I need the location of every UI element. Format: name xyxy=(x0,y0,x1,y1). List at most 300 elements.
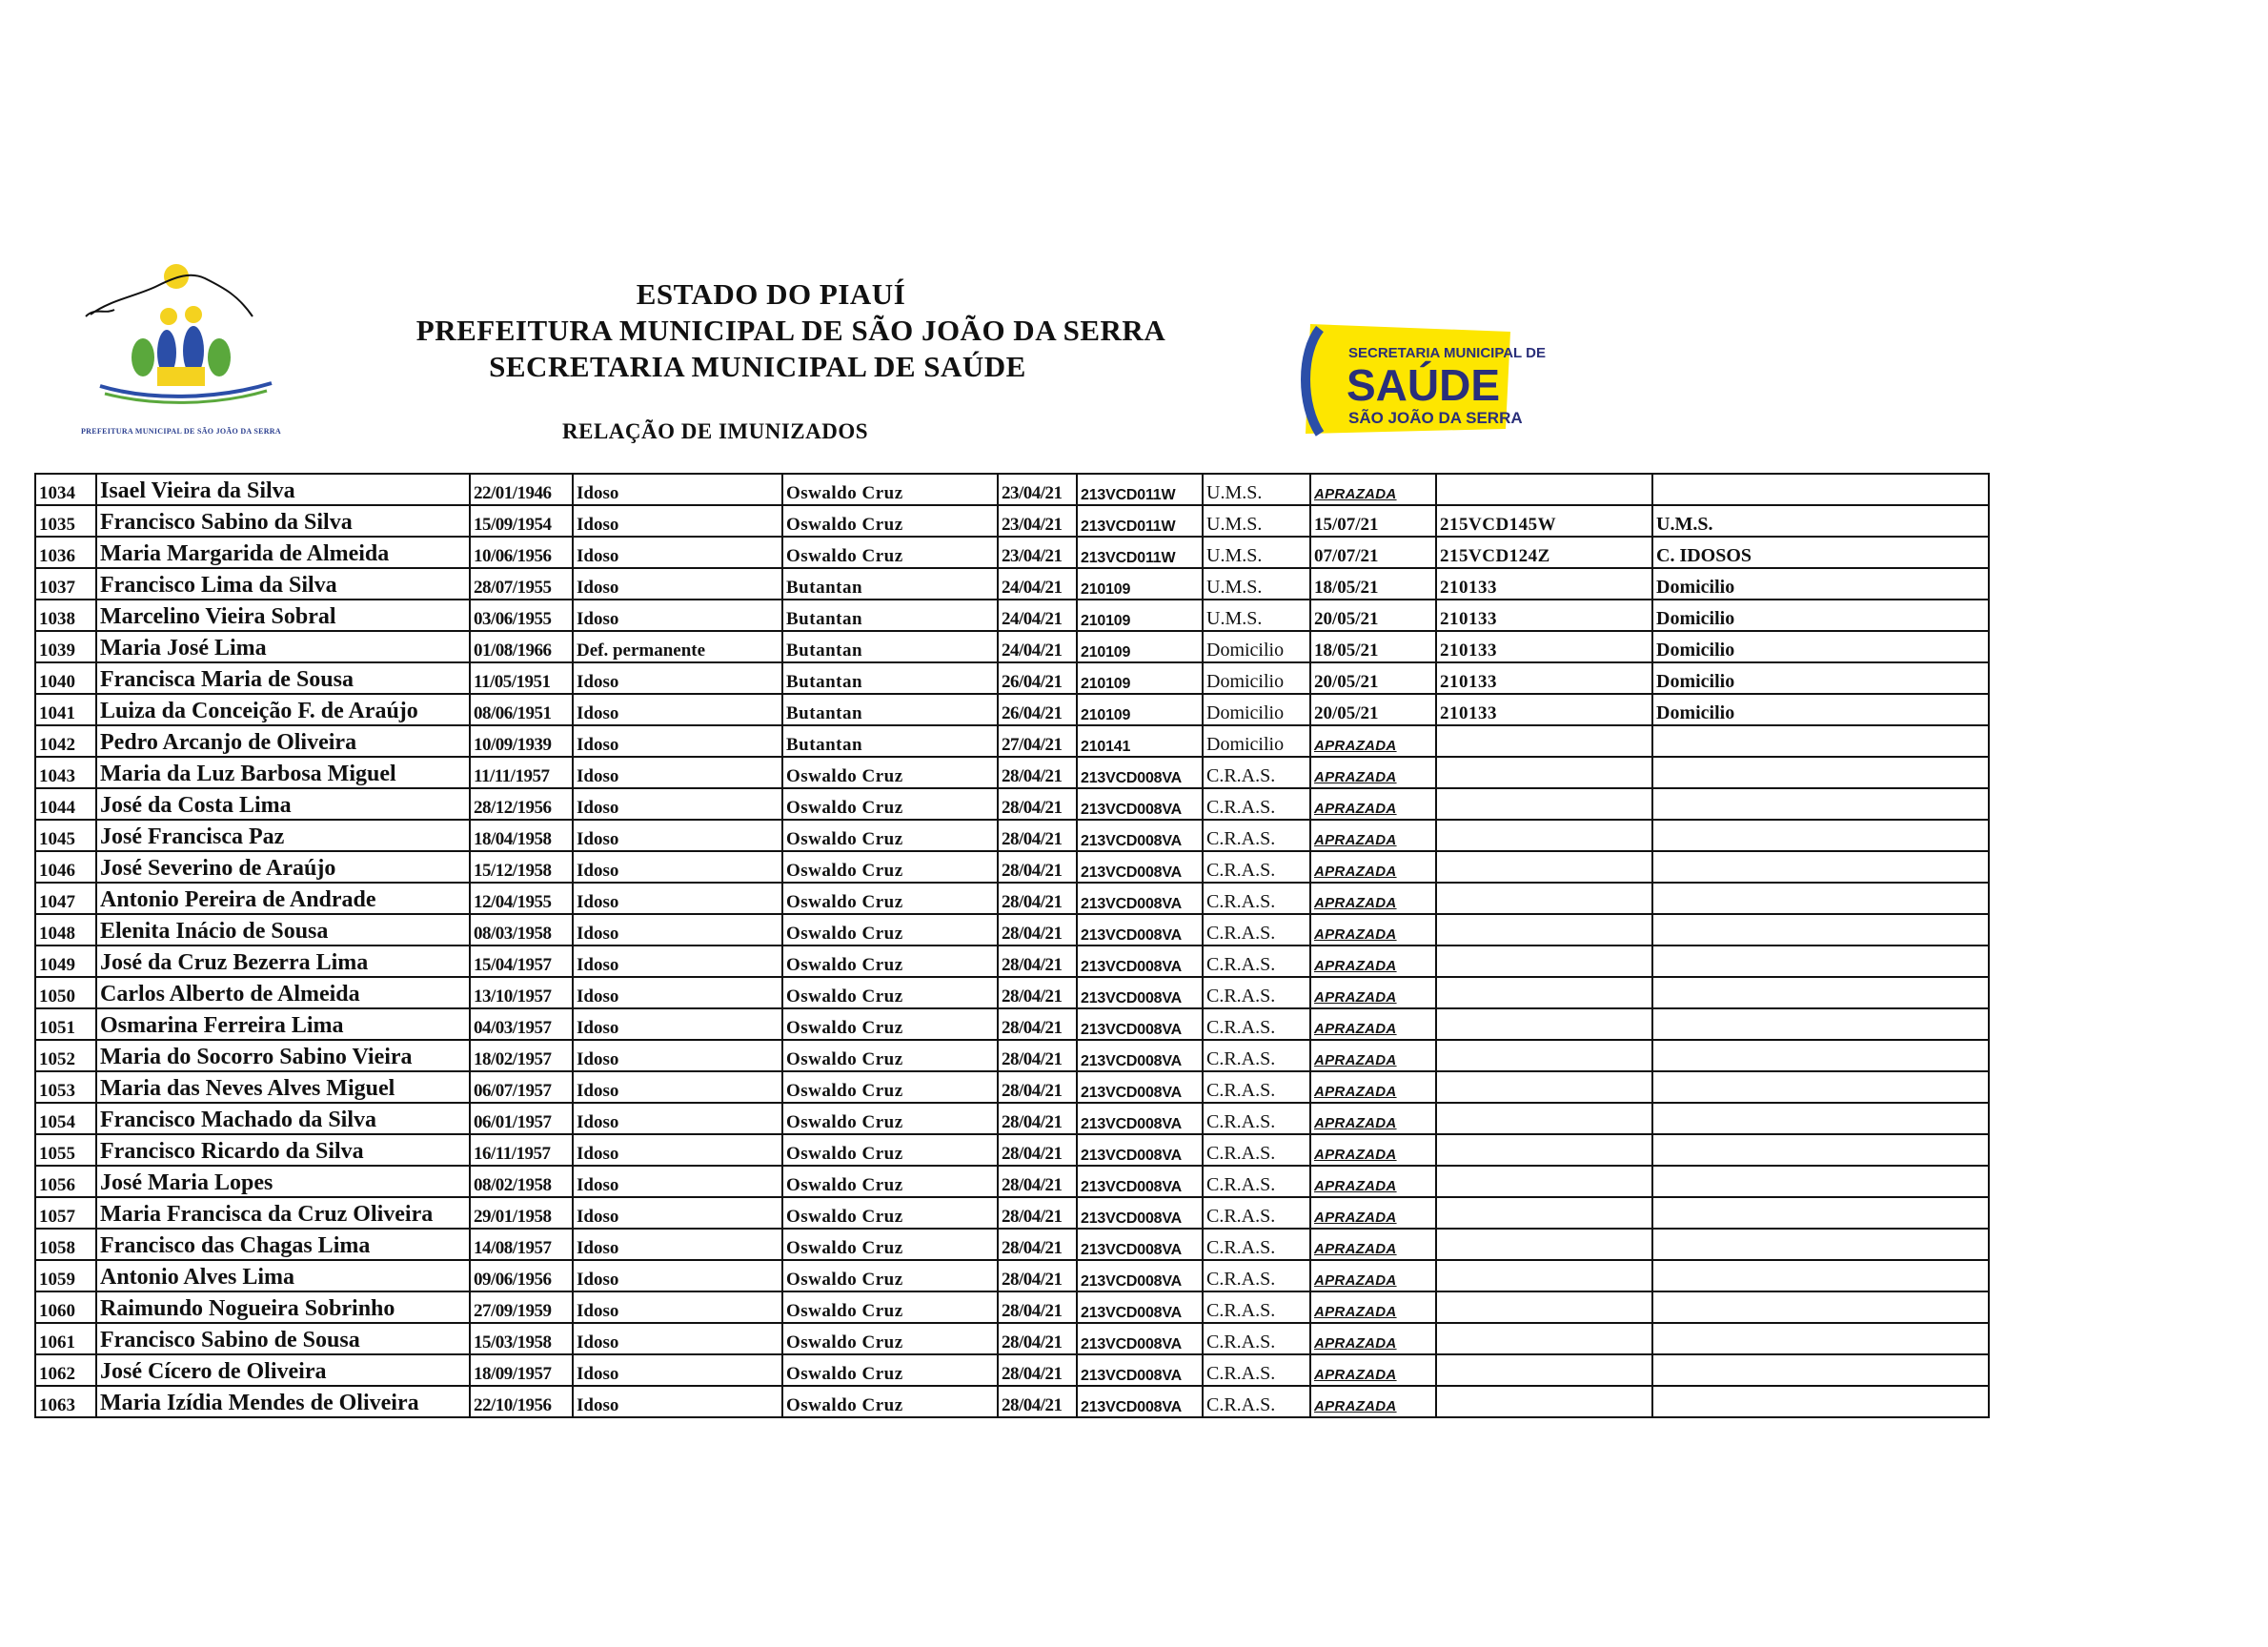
table-row xyxy=(35,474,1989,505)
birth-date-cell xyxy=(470,914,573,946)
record-number-cell xyxy=(35,1323,96,1354)
first-dose-date-cell xyxy=(998,1071,1077,1103)
record-number: 1034 xyxy=(39,483,75,503)
second-dose-place-cell xyxy=(1652,1103,1989,1134)
first-dose-date: 28/04/21 xyxy=(1002,1301,1063,1321)
vaccine-name: Oswaldo Cruz xyxy=(786,892,903,912)
birth-date-cell xyxy=(470,1323,573,1354)
vaccine-name: Oswaldo Cruz xyxy=(786,986,903,1006)
second-dose-lot-cell xyxy=(1436,1166,1652,1197)
second-dose-place-cell xyxy=(1652,757,1989,788)
vaccine-name: Oswaldo Cruz xyxy=(786,1364,903,1384)
first-dose-lot-cell xyxy=(1077,946,1203,977)
first-dose-place: C.R.A.S. xyxy=(1206,1332,1276,1352)
second-dose-lot: 215VCD124Z xyxy=(1440,546,1550,566)
state-title: ESTADO DO PIAUÍ xyxy=(636,277,906,311)
second-dose-place-cell xyxy=(1652,1386,1989,1417)
first-dose-lot-cell xyxy=(1077,1229,1203,1260)
record-number: 1042 xyxy=(39,735,75,755)
person-name-cell xyxy=(96,662,470,694)
birth-date-cell xyxy=(470,631,573,662)
vaccine-name: Oswaldo Cruz xyxy=(786,546,903,566)
first-dose-place-cell xyxy=(1203,694,1310,725)
second-dose-date: APRAZADA xyxy=(1314,1021,1397,1037)
record-number: 1054 xyxy=(39,1112,75,1132)
vaccine-name-cell xyxy=(782,662,998,694)
record-number: 1059 xyxy=(39,1270,75,1290)
table-row xyxy=(35,788,1989,820)
first-dose-date: 28/04/21 xyxy=(1002,1081,1063,1101)
first-dose-lot: 210109 xyxy=(1081,644,1131,661)
table-row xyxy=(35,1040,1989,1071)
second-dose-date: APRAZADA xyxy=(1314,1178,1397,1194)
second-dose-place: C. IDOSOS xyxy=(1656,545,1752,566)
vaccine-name: Oswaldo Cruz xyxy=(786,1081,903,1101)
first-dose-lot-cell xyxy=(1077,1354,1203,1386)
vaccine-name: Oswaldo Cruz xyxy=(786,515,903,535)
first-dose-date-cell xyxy=(998,568,1077,600)
second-dose-place-cell xyxy=(1652,820,1989,851)
record-number: 1041 xyxy=(39,703,75,723)
record-number: 1055 xyxy=(39,1144,75,1164)
priority-category: Idoso xyxy=(577,1175,619,1195)
second-dose-lot-cell xyxy=(1436,600,1652,631)
priority-category: Idoso xyxy=(577,1364,619,1384)
table-row xyxy=(35,1229,1989,1260)
first-dose-date-cell xyxy=(998,946,1077,977)
person-name: Francisco Ricardo da Silva xyxy=(100,1139,364,1164)
first-dose-place-cell xyxy=(1203,851,1310,883)
vaccine-name: Butantan xyxy=(786,735,863,755)
person-name-cell xyxy=(96,1354,470,1386)
person-name-cell xyxy=(96,914,470,946)
record-number-cell xyxy=(35,1229,96,1260)
first-dose-place: C.R.A.S. xyxy=(1206,1269,1276,1290)
record-number-cell xyxy=(35,946,96,977)
vaccine-name-cell xyxy=(782,1008,998,1040)
vaccine-name: Oswaldo Cruz xyxy=(786,1144,903,1164)
table-row xyxy=(35,820,1989,851)
vaccine-name-cell xyxy=(782,1103,998,1134)
first-dose-date-cell xyxy=(998,1008,1077,1040)
priority-category-cell xyxy=(573,788,782,820)
priority-category: Idoso xyxy=(577,861,619,881)
priority-category-cell xyxy=(573,662,782,694)
vaccine-name: Oswaldo Cruz xyxy=(786,1175,903,1195)
second-dose-lot-cell xyxy=(1436,1103,1652,1134)
person-name-cell xyxy=(96,1134,470,1166)
first-dose-place-cell xyxy=(1203,977,1310,1008)
first-dose-place: Domicilio xyxy=(1206,640,1285,661)
table-row xyxy=(35,1008,1989,1040)
birth-date-cell xyxy=(470,725,573,757)
second-dose-date-cell xyxy=(1310,914,1436,946)
priority-category: Idoso xyxy=(577,1332,619,1352)
person-name: Francisca Maria de Sousa xyxy=(100,667,354,692)
first-dose-lot: 213VCD008VA xyxy=(1081,1273,1183,1290)
birth-date-cell xyxy=(470,820,573,851)
first-dose-lot: 213VCD008VA xyxy=(1081,1368,1183,1384)
record-number-cell xyxy=(35,851,96,883)
person-name: Francisco Sabino da Silva xyxy=(100,510,353,535)
second-dose-lot-cell xyxy=(1436,1229,1652,1260)
first-dose-place: C.R.A.S. xyxy=(1206,1017,1276,1038)
second-dose-place: Domicilio xyxy=(1656,671,1735,692)
record-number: 1049 xyxy=(39,955,75,975)
table-row xyxy=(35,1260,1989,1291)
record-number-cell xyxy=(35,600,96,631)
first-dose-lot: 210109 xyxy=(1081,676,1131,692)
table-row xyxy=(35,662,1989,694)
second-dose-date-cell xyxy=(1310,1008,1436,1040)
prefecture-title: PREFEITURA MUNICIPAL DE SÃO JOÃO DA SERRA xyxy=(415,314,1166,347)
first-dose-lot: 213VCD008VA xyxy=(1081,802,1183,818)
first-dose-lot: 210109 xyxy=(1081,613,1131,629)
person-name-cell xyxy=(96,1103,470,1134)
priority-category: Idoso xyxy=(577,924,619,944)
table-row xyxy=(35,1291,1989,1323)
first-dose-place-cell xyxy=(1203,1260,1310,1291)
first-dose-date: 28/04/21 xyxy=(1002,1364,1063,1384)
record-number: 1040 xyxy=(39,672,75,692)
priority-category: Idoso xyxy=(577,672,619,692)
person-name-cell xyxy=(96,505,470,537)
first-dose-date-cell xyxy=(998,1197,1077,1229)
second-dose-place: Domicilio xyxy=(1656,608,1735,629)
first-dose-lot: 213VCD008VA xyxy=(1081,833,1183,849)
person-name: Maria Margarida de Almeida xyxy=(100,541,390,566)
record-number-cell xyxy=(35,788,96,820)
first-dose-lot: 213VCD011W xyxy=(1081,518,1176,535)
vaccine-name: Oswaldo Cruz xyxy=(786,1049,903,1069)
person-name-cell xyxy=(96,1008,470,1040)
table-row xyxy=(35,600,1989,631)
first-dose-lot-cell xyxy=(1077,537,1203,568)
first-dose-date: 28/04/21 xyxy=(1002,1175,1063,1195)
first-dose-lot-cell xyxy=(1077,788,1203,820)
vaccine-name-cell xyxy=(782,1134,998,1166)
priority-category: Idoso xyxy=(577,1270,619,1290)
birth-date: 28/07/1955 xyxy=(474,578,552,598)
first-dose-place: C.R.A.S. xyxy=(1206,1111,1276,1132)
record-number-cell xyxy=(35,505,96,537)
priority-category-cell xyxy=(573,694,782,725)
first-dose-date: 27/04/21 xyxy=(1002,735,1063,755)
record-number-cell xyxy=(35,883,96,914)
vaccine-name: Oswaldo Cruz xyxy=(786,1207,903,1227)
priority-category: Idoso xyxy=(577,1144,619,1164)
vaccine-name-cell xyxy=(782,1166,998,1197)
record-number-cell xyxy=(35,1386,96,1417)
first-dose-lot: 213VCD008VA xyxy=(1081,1210,1183,1227)
table-row xyxy=(35,1071,1989,1103)
birth-date-cell xyxy=(470,757,573,788)
first-dose-lot-cell xyxy=(1077,1103,1203,1134)
first-dose-place: C.R.A.S. xyxy=(1206,1206,1276,1227)
first-dose-place: C.R.A.S. xyxy=(1206,1048,1276,1069)
table-row xyxy=(35,568,1989,600)
first-dose-place-cell xyxy=(1203,1134,1310,1166)
birth-date-cell xyxy=(470,1291,573,1323)
first-dose-place-cell xyxy=(1203,631,1310,662)
birth-date: 15/03/1958 xyxy=(474,1332,552,1352)
person-name: Isael Vieira da Silva xyxy=(100,478,295,503)
priority-category-cell xyxy=(573,757,782,788)
second-dose-date: APRAZADA xyxy=(1314,1210,1397,1226)
vaccine-name-cell xyxy=(782,1229,998,1260)
second-dose-lot-cell xyxy=(1436,1291,1652,1323)
first-dose-date-cell xyxy=(998,1260,1077,1291)
person-name: Francisco Lima da Silva xyxy=(100,573,337,598)
person-name-cell xyxy=(96,725,470,757)
priority-category: Idoso xyxy=(577,829,619,849)
record-number-cell xyxy=(35,757,96,788)
first-dose-lot-cell xyxy=(1077,851,1203,883)
second-dose-date-cell xyxy=(1310,757,1436,788)
birth-date-cell xyxy=(470,1260,573,1291)
person-name-cell xyxy=(96,1166,470,1197)
birth-date: 15/09/1954 xyxy=(474,515,552,535)
priority-category: Idoso xyxy=(577,1207,619,1227)
birth-date: 29/01/1958 xyxy=(474,1207,552,1227)
record-number: 1044 xyxy=(39,798,75,818)
first-dose-place-cell xyxy=(1203,946,1310,977)
priority-category: Idoso xyxy=(577,1301,619,1321)
record-number-cell xyxy=(35,631,96,662)
priority-category: Idoso xyxy=(577,1018,619,1038)
first-dose-date: 26/04/21 xyxy=(1002,703,1063,723)
second-dose-lot-cell xyxy=(1436,757,1652,788)
second-dose-date-cell xyxy=(1310,600,1436,631)
second-dose-place-cell xyxy=(1652,694,1989,725)
record-number-cell xyxy=(35,1134,96,1166)
birth-date: 01/08/1966 xyxy=(474,640,552,661)
record-number-cell xyxy=(35,1354,96,1386)
record-number: 1038 xyxy=(39,609,75,629)
second-dose-date: APRAZADA xyxy=(1314,989,1397,1006)
table-row xyxy=(35,1354,1989,1386)
vaccine-name-cell xyxy=(782,474,998,505)
vaccine-name-cell xyxy=(782,851,998,883)
first-dose-lot-cell xyxy=(1077,1197,1203,1229)
birth-date: 18/04/1958 xyxy=(474,829,552,849)
first-dose-place-cell xyxy=(1203,820,1310,851)
priority-category: Idoso xyxy=(577,1238,619,1258)
priority-category-cell xyxy=(573,1229,782,1260)
second-dose-place-cell xyxy=(1652,631,1989,662)
vaccine-name-cell xyxy=(782,977,998,1008)
first-dose-place: U.M.S. xyxy=(1206,577,1263,598)
second-dose-lot-cell xyxy=(1436,662,1652,694)
first-dose-place-cell xyxy=(1203,568,1310,600)
vaccine-name: Butantan xyxy=(786,640,863,661)
second-dose-lot: 210133 xyxy=(1440,609,1497,629)
record-number: 1060 xyxy=(39,1301,75,1321)
record-number: 1053 xyxy=(39,1081,75,1101)
first-dose-lot-cell xyxy=(1077,1071,1203,1103)
vaccine-name-cell xyxy=(782,1071,998,1103)
second-dose-date-cell xyxy=(1310,883,1436,914)
person-name: José Cícero de Oliveira xyxy=(100,1359,327,1384)
vaccine-name: Oswaldo Cruz xyxy=(786,1018,903,1038)
priority-category: Idoso xyxy=(577,735,619,755)
first-dose-date: 28/04/21 xyxy=(1002,766,1063,786)
first-dose-date-cell xyxy=(998,474,1077,505)
second-dose-date: APRAZADA xyxy=(1314,1052,1397,1068)
record-number: 1058 xyxy=(39,1238,75,1258)
birth-date: 08/06/1951 xyxy=(474,703,552,723)
first-dose-place-cell xyxy=(1203,537,1310,568)
first-dose-date: 23/04/21 xyxy=(1002,515,1063,535)
vaccine-name-cell xyxy=(782,1323,998,1354)
second-dose-lot-cell xyxy=(1436,946,1652,977)
person-name-cell xyxy=(96,1323,470,1354)
record-number: 1057 xyxy=(39,1207,75,1227)
record-number: 1062 xyxy=(39,1364,75,1384)
birth-date-cell xyxy=(470,1229,573,1260)
second-dose-lot-cell xyxy=(1436,1040,1652,1071)
first-dose-date-cell xyxy=(998,1323,1077,1354)
second-dose-date: APRAZADA xyxy=(1314,1115,1397,1131)
first-dose-place: C.R.A.S. xyxy=(1206,1174,1276,1195)
first-dose-place-cell xyxy=(1203,1197,1310,1229)
record-number: 1063 xyxy=(39,1395,75,1415)
second-dose-date-cell xyxy=(1310,1166,1436,1197)
vaccine-name-cell xyxy=(782,568,998,600)
priority-category-cell xyxy=(573,474,782,505)
first-dose-lot-cell xyxy=(1077,1386,1203,1417)
second-dose-date-cell xyxy=(1310,1040,1436,1071)
first-dose-place: C.R.A.S. xyxy=(1206,954,1276,975)
second-dose-date-cell xyxy=(1310,662,1436,694)
person-name-cell xyxy=(96,1260,470,1291)
table-row xyxy=(35,1166,1989,1197)
first-dose-date-cell xyxy=(998,757,1077,788)
second-dose-date: APRAZADA xyxy=(1314,738,1397,754)
priority-category-cell xyxy=(573,914,782,946)
vaccine-name-cell xyxy=(782,1040,998,1071)
immunized-table xyxy=(34,473,1990,1418)
priority-category-cell xyxy=(573,851,782,883)
first-dose-place: C.R.A.S. xyxy=(1206,1300,1276,1321)
first-dose-date-cell xyxy=(998,694,1077,725)
first-dose-place: C.R.A.S. xyxy=(1206,986,1276,1006)
table-row xyxy=(35,1103,1989,1134)
second-dose-lot-cell xyxy=(1436,883,1652,914)
first-dose-lot-cell xyxy=(1077,505,1203,537)
birth-date: 22/01/1946 xyxy=(474,483,552,503)
person-name: Maria do Socorro Sabino Vieira xyxy=(100,1045,413,1069)
person-name: José Severino de Araújo xyxy=(100,856,336,881)
second-dose-date-cell xyxy=(1310,1103,1436,1134)
second-dose-place-cell xyxy=(1652,851,1989,883)
first-dose-lot-cell xyxy=(1077,1323,1203,1354)
first-dose-lot: 213VCD008VA xyxy=(1081,990,1183,1006)
second-dose-lot: 215VCD145W xyxy=(1440,515,1557,535)
second-dose-date: APRAZADA xyxy=(1314,1367,1397,1383)
second-dose-place-cell xyxy=(1652,946,1989,977)
second-dose-place-cell xyxy=(1652,1071,1989,1103)
second-dose-lot-cell xyxy=(1436,631,1652,662)
first-dose-place-cell xyxy=(1203,1103,1310,1134)
second-dose-place-cell xyxy=(1652,977,1989,1008)
priority-category-cell xyxy=(573,1071,782,1103)
second-dose-date-cell xyxy=(1310,977,1436,1008)
second-dose-place-cell xyxy=(1652,725,1989,757)
second-dose-lot: 210133 xyxy=(1440,578,1497,598)
person-name-cell xyxy=(96,568,470,600)
priority-category: Idoso xyxy=(577,1395,619,1415)
first-dose-place: U.M.S. xyxy=(1206,482,1263,503)
birth-date: 12/04/1955 xyxy=(474,892,552,912)
record-number-cell xyxy=(35,1103,96,1134)
priority-category: Idoso xyxy=(577,1081,619,1101)
first-dose-date: 28/04/21 xyxy=(1002,1238,1063,1258)
second-dose-date: APRAZADA xyxy=(1314,1147,1397,1163)
record-number-cell xyxy=(35,1040,96,1071)
priority-category: Idoso xyxy=(577,578,619,598)
record-number-cell xyxy=(35,537,96,568)
person-name: Maria Izídia Mendes de Oliveira xyxy=(100,1391,419,1415)
first-dose-place: Domicilio xyxy=(1206,671,1285,692)
first-dose-place: C.R.A.S. xyxy=(1206,1394,1276,1415)
vaccine-name: Butantan xyxy=(786,703,863,723)
birth-date-cell xyxy=(470,1354,573,1386)
first-dose-lot-cell xyxy=(1077,977,1203,1008)
priority-category: Idoso xyxy=(577,766,619,786)
second-dose-date: APRAZADA xyxy=(1314,1272,1397,1289)
first-dose-lot: 213VCD008VA xyxy=(1081,896,1183,912)
birth-date: 08/02/1958 xyxy=(474,1175,552,1195)
person-name: Pedro Arcanjo de Oliveira xyxy=(100,730,357,755)
priority-category-cell xyxy=(573,505,782,537)
second-dose-place: Domicilio xyxy=(1656,702,1735,723)
second-dose-date: APRAZADA xyxy=(1314,1335,1397,1352)
title-block xyxy=(381,276,1201,385)
vaccine-name-cell xyxy=(782,883,998,914)
record-number-cell xyxy=(35,820,96,851)
first-dose-place: U.M.S. xyxy=(1206,545,1263,566)
first-dose-place-cell xyxy=(1203,1291,1310,1323)
second-dose-place-cell xyxy=(1652,1134,1989,1166)
person-name-cell xyxy=(96,883,470,914)
second-dose-lot-cell xyxy=(1436,1354,1652,1386)
birth-date-cell xyxy=(470,1040,573,1071)
second-dose-date-cell xyxy=(1310,568,1436,600)
first-dose-date-cell xyxy=(998,505,1077,537)
birth-date: 03/06/1955 xyxy=(474,609,552,629)
first-dose-date-cell xyxy=(998,1103,1077,1134)
first-dose-lot-cell xyxy=(1077,1134,1203,1166)
vaccine-name-cell xyxy=(782,946,998,977)
first-dose-place-cell xyxy=(1203,1386,1310,1417)
first-dose-lot-cell xyxy=(1077,1260,1203,1291)
first-dose-date: 28/04/21 xyxy=(1002,861,1063,881)
birth-date-cell xyxy=(470,883,573,914)
document-header xyxy=(0,0,2268,477)
first-dose-place: Domicilio xyxy=(1206,702,1285,723)
first-dose-date-cell xyxy=(998,662,1077,694)
priority-category-cell xyxy=(573,946,782,977)
first-dose-lot: 213VCD008VA xyxy=(1081,864,1183,881)
person-name-cell xyxy=(96,1386,470,1417)
record-number-cell xyxy=(35,725,96,757)
record-number-cell xyxy=(35,568,96,600)
record-number: 1035 xyxy=(39,515,75,535)
birth-date-cell xyxy=(470,568,573,600)
table-row xyxy=(35,1386,1989,1417)
priority-category-cell xyxy=(573,600,782,631)
